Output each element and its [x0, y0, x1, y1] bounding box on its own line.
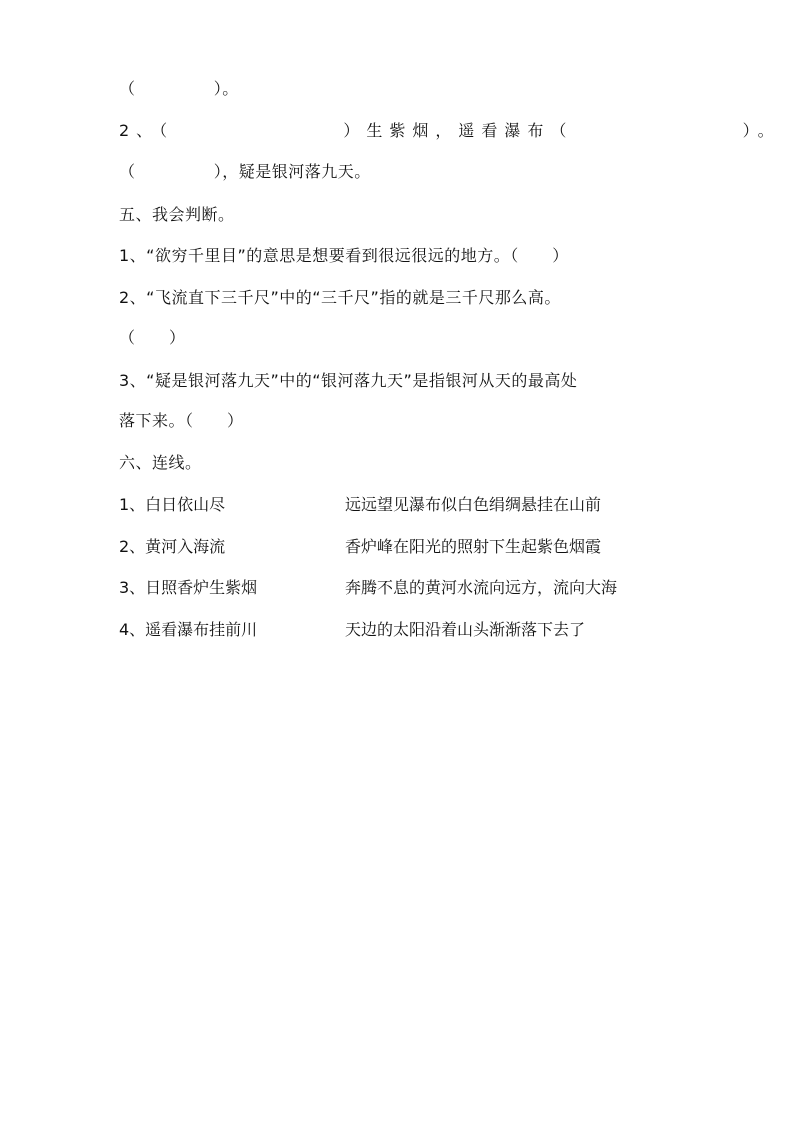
- section-match-heading: 六、连线。: [119, 453, 202, 472]
- match-left-item: 1、白日依山尽: [119, 495, 226, 514]
- fill-in-line-1: （ ）。: [119, 79, 239, 98]
- match-right-item: 奔腾不息的黄河水流向远方，流向大海: [345, 578, 618, 597]
- fill-in-line-2: 2、（ ）生紫烟，遥看瀑布（ ）。: [119, 121, 781, 140]
- judge-question-2-blank: （ ）: [119, 328, 186, 347]
- section-judge-heading: 五、我会判断。: [119, 205, 235, 224]
- judge-question-3: 3、“疑是银河落九天”中的“银河落九天”是指银河从天的最高处: [119, 371, 578, 390]
- match-left-item: 4、遥看瀑布挂前川: [119, 620, 258, 639]
- match-right-item: 远远望见瀑布似白色绢绸悬挂在山前: [345, 495, 602, 514]
- match-left-item: 3、日照香炉生紫烟: [119, 578, 258, 597]
- match-right-item: 香炉峰在阳光的照射下生起紫色烟霞: [345, 537, 602, 556]
- judge-question-1: 1、“欲穷千里目”的意思是想要看到很远很远的地方。（ ）: [119, 246, 569, 265]
- fill-in-line-3: （ ），疑是银河落九天。: [119, 162, 371, 181]
- match-left-item: 2、黄河入海流: [119, 537, 226, 556]
- judge-question-2: 2、“飞流直下三千尺”中的“三千尺”指的就是三千尺那么高。: [119, 288, 561, 307]
- judge-question-3-continued: 落下来。（ ）: [119, 411, 244, 430]
- match-right-item: 天边的太阳沿着山头渐渐落下去了: [345, 620, 586, 639]
